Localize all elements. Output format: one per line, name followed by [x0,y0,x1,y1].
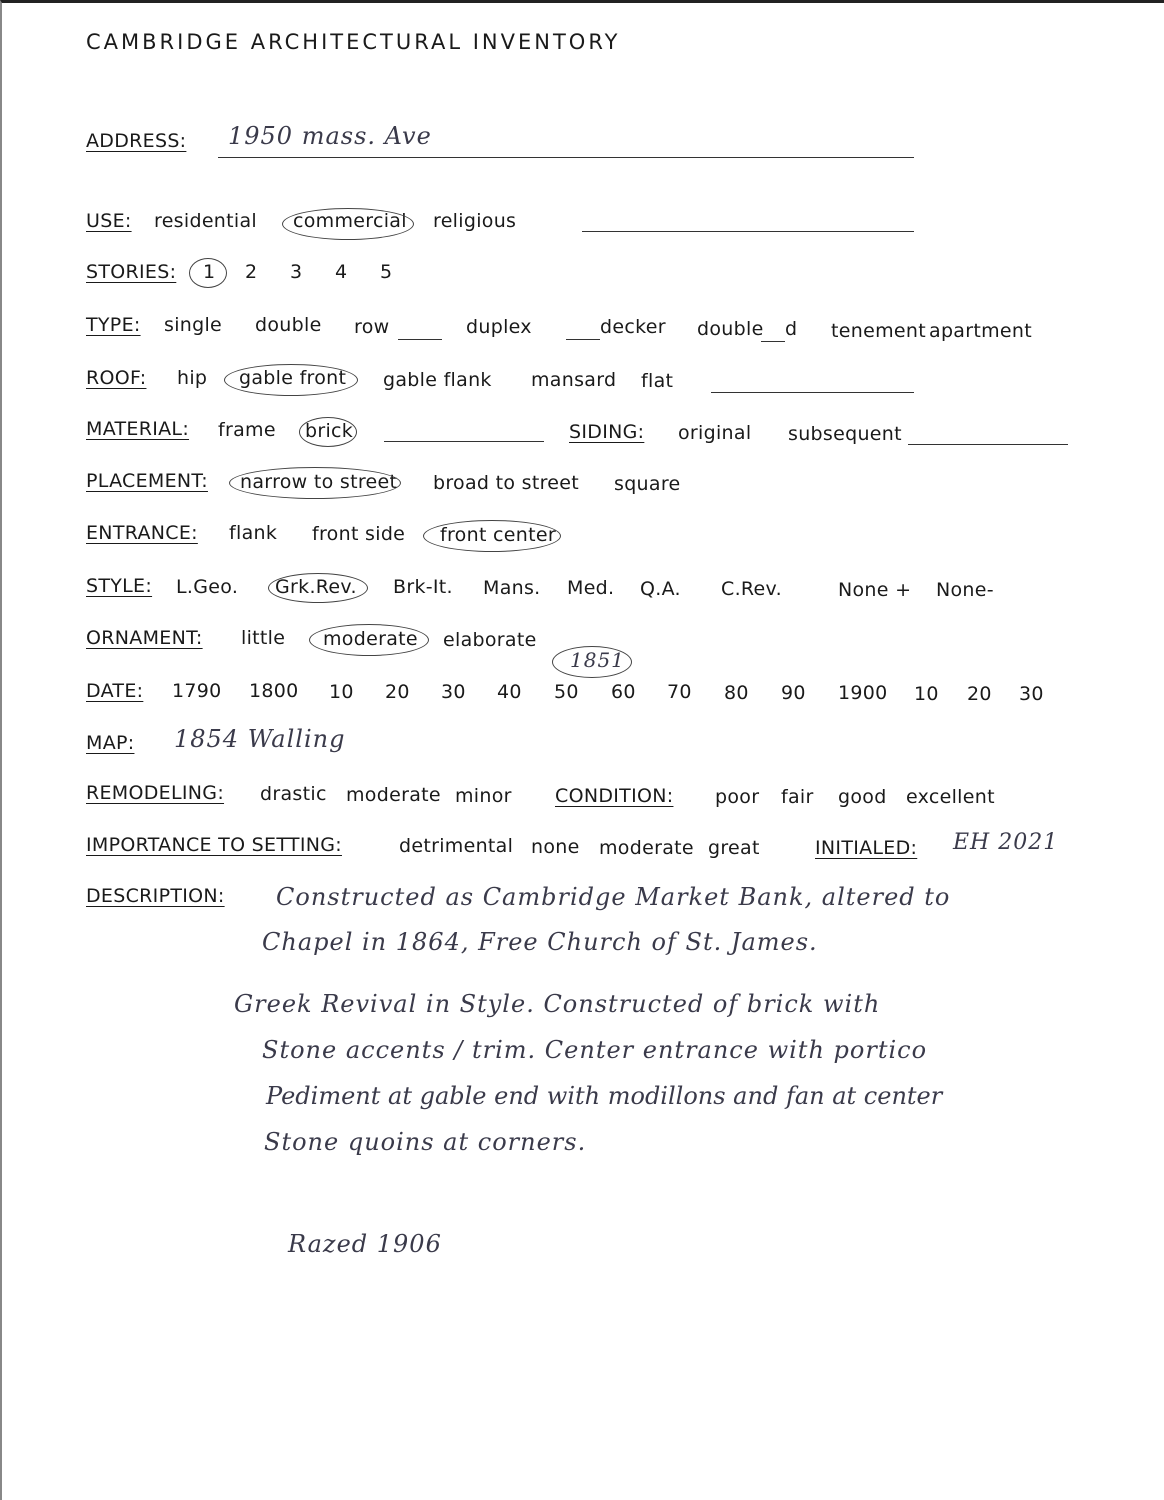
style-option-none-minus: None- [936,579,994,601]
material-other-line [384,441,544,442]
style-option-med: Med. [567,577,615,599]
ornament-selected-circle [309,624,429,656]
description-label: DESCRIPTION: [86,885,225,907]
description-line-5: Pediment at gable end with modillons and fan at center [266,1082,943,1110]
use-label: USE: [86,210,132,232]
description-line-1: Constructed as Cambridge Market Bank, altered to [276,883,951,911]
siding-label: SIDING: [569,421,645,443]
roof-option-gable-front: gable front [239,367,347,389]
type-option-duplex: duplex [466,316,532,338]
style-option-crev: C.Rev. [721,578,782,600]
initialed-value: EH 2021 [953,830,1059,855]
type-option-d: d [785,318,798,340]
roof-other-line [711,392,914,393]
importance-option-none: none [531,836,580,858]
material-selected-circle [299,417,357,447]
date-option-30: 30 [441,681,466,703]
placement-option-broad: broad to street [433,472,580,494]
date-option-1920: 20 [967,683,992,705]
siding-option-subsequent: subsequent [788,423,902,445]
description-line-3: Greek Revival in Style. Constructed of brick with [234,990,881,1018]
importance-option-detrimental: detrimental [399,835,514,857]
style-selected-circle [268,573,368,603]
remodeling-option-minor: minor [455,785,512,807]
type-option-single: single [164,314,223,336]
date-annotation: 1851 [570,648,625,672]
placement-selected-circle [229,467,401,499]
importance-option-great: great [708,837,760,859]
date-option-1790: 1790 [172,680,222,702]
ornament-option-moderate: moderate [323,628,418,650]
roof-option-mansard: mansard [531,369,617,391]
address-value: 1950 mass. Ave [228,122,432,150]
stories-option-1: 1 [203,261,216,283]
siding-option-original: original [678,422,752,444]
remodeling-label: REMODELING: [86,782,225,804]
entrance-selected-circle [423,520,561,552]
date-option-1910: 10 [914,683,939,705]
siding-other-line [908,444,1068,445]
date-label: DATE: [86,680,144,702]
style-option-qa: Q.A. [640,578,681,600]
roof-label: ROOF: [86,367,147,389]
type-label: TYPE: [86,314,141,336]
initialed-label: INITIALED: [815,837,918,859]
type-decker-line [566,339,600,340]
type-option-double-decker: double [697,318,764,340]
type-double-line [761,341,785,342]
ornament-option-elaborate: elaborate [443,629,537,651]
type-option-tenement: tenement [831,320,926,342]
ornament-label: ORNAMENT: [86,627,203,649]
date-option-1930: 30 [1019,683,1044,705]
material-option-frame: frame [218,419,276,441]
type-option-apartment: apartment [929,320,1032,342]
use-option-religious: religious [433,210,517,232]
date-option-1900: 1900 [838,682,888,704]
type-option-row: row [354,316,390,338]
condition-label: CONDITION: [555,785,674,807]
remodeling-option-moderate: moderate [346,784,441,806]
condition-option-good: good [838,786,887,808]
map-label: MAP: [86,732,135,754]
address-label: ADDRESS: [86,130,187,152]
condition-option-fair: fair [781,786,814,808]
stories-option-4: 4 [335,261,348,283]
description-line-4: Stone accents / trim. Center entrance with portico [262,1036,928,1064]
material-option-brick: brick [305,420,354,442]
condition-option-excellent: excellent [906,786,995,808]
placement-option-narrow: narrow to street [240,471,398,493]
placement-label: PLACEMENT: [86,470,208,492]
entrance-option-flank: flank [229,522,278,544]
date-option-1800: 1800 [249,680,299,702]
stories-option-5: 5 [380,261,393,283]
roof-option-hip: hip [177,367,208,389]
remodeling-option-drastic: drastic [260,783,327,805]
stories-selected-circle [189,258,227,288]
description-line-2: Chapel in 1864, Free Church of St. James. [262,928,818,956]
material-label: MATERIAL: [86,418,190,440]
use-selected-circle [282,208,414,240]
ornament-option-little: little [241,627,286,649]
entrance-option-front-side: front side [312,523,406,545]
description-line-6: Stone quoins at corners. [264,1128,587,1156]
importance-label: IMPORTANCE TO SETTING: [86,834,342,856]
style-option-mans: Mans. [483,577,541,599]
style-label: STYLE: [86,575,153,597]
use-option-residential: residential [154,210,258,232]
use-other-line [582,231,914,232]
date-option-20: 20 [385,681,410,703]
date-option-40: 40 [497,681,522,703]
type-option-decker: decker [600,316,666,338]
stories-option-3: 3 [290,261,303,283]
date-option-50: 50 [554,681,579,703]
date-option-60: 60 [611,681,636,703]
style-option-none-plus: None + [838,579,912,601]
placement-option-square: square [614,473,681,495]
date-option-10: 10 [329,681,354,703]
description-line-7: Razed 1906 [288,1230,442,1258]
date-annotation-circle [552,646,632,678]
roof-option-flat: flat [641,370,674,392]
stories-label: STORIES: [86,261,177,283]
importance-option-moderate: moderate [599,837,694,859]
date-option-80: 80 [724,682,749,704]
condition-option-poor: poor [715,786,760,808]
entrance-option-front-center: front center [440,524,556,546]
entrance-label: ENTRANCE: [86,522,198,544]
style-option-brkit: Brk-It. [393,576,453,598]
style-option-lgeo: L.Geo. [176,576,239,598]
use-option-commercial: commercial [293,210,407,232]
form-title: CAMBRIDGE ARCHITECTURAL INVENTORY [86,30,621,54]
map-value: 1854 Walling [174,725,346,753]
roof-selected-circle [224,364,358,396]
type-option-double: double [255,314,322,336]
stories-option-2: 2 [245,261,258,283]
roof-option-gable-flank: gable flank [383,369,492,391]
type-row-line [398,339,442,340]
style-option-grkrev: Grk.Rev. [275,576,357,598]
date-option-70: 70 [667,681,692,703]
date-option-90: 90 [781,682,806,704]
address-line [218,157,914,158]
